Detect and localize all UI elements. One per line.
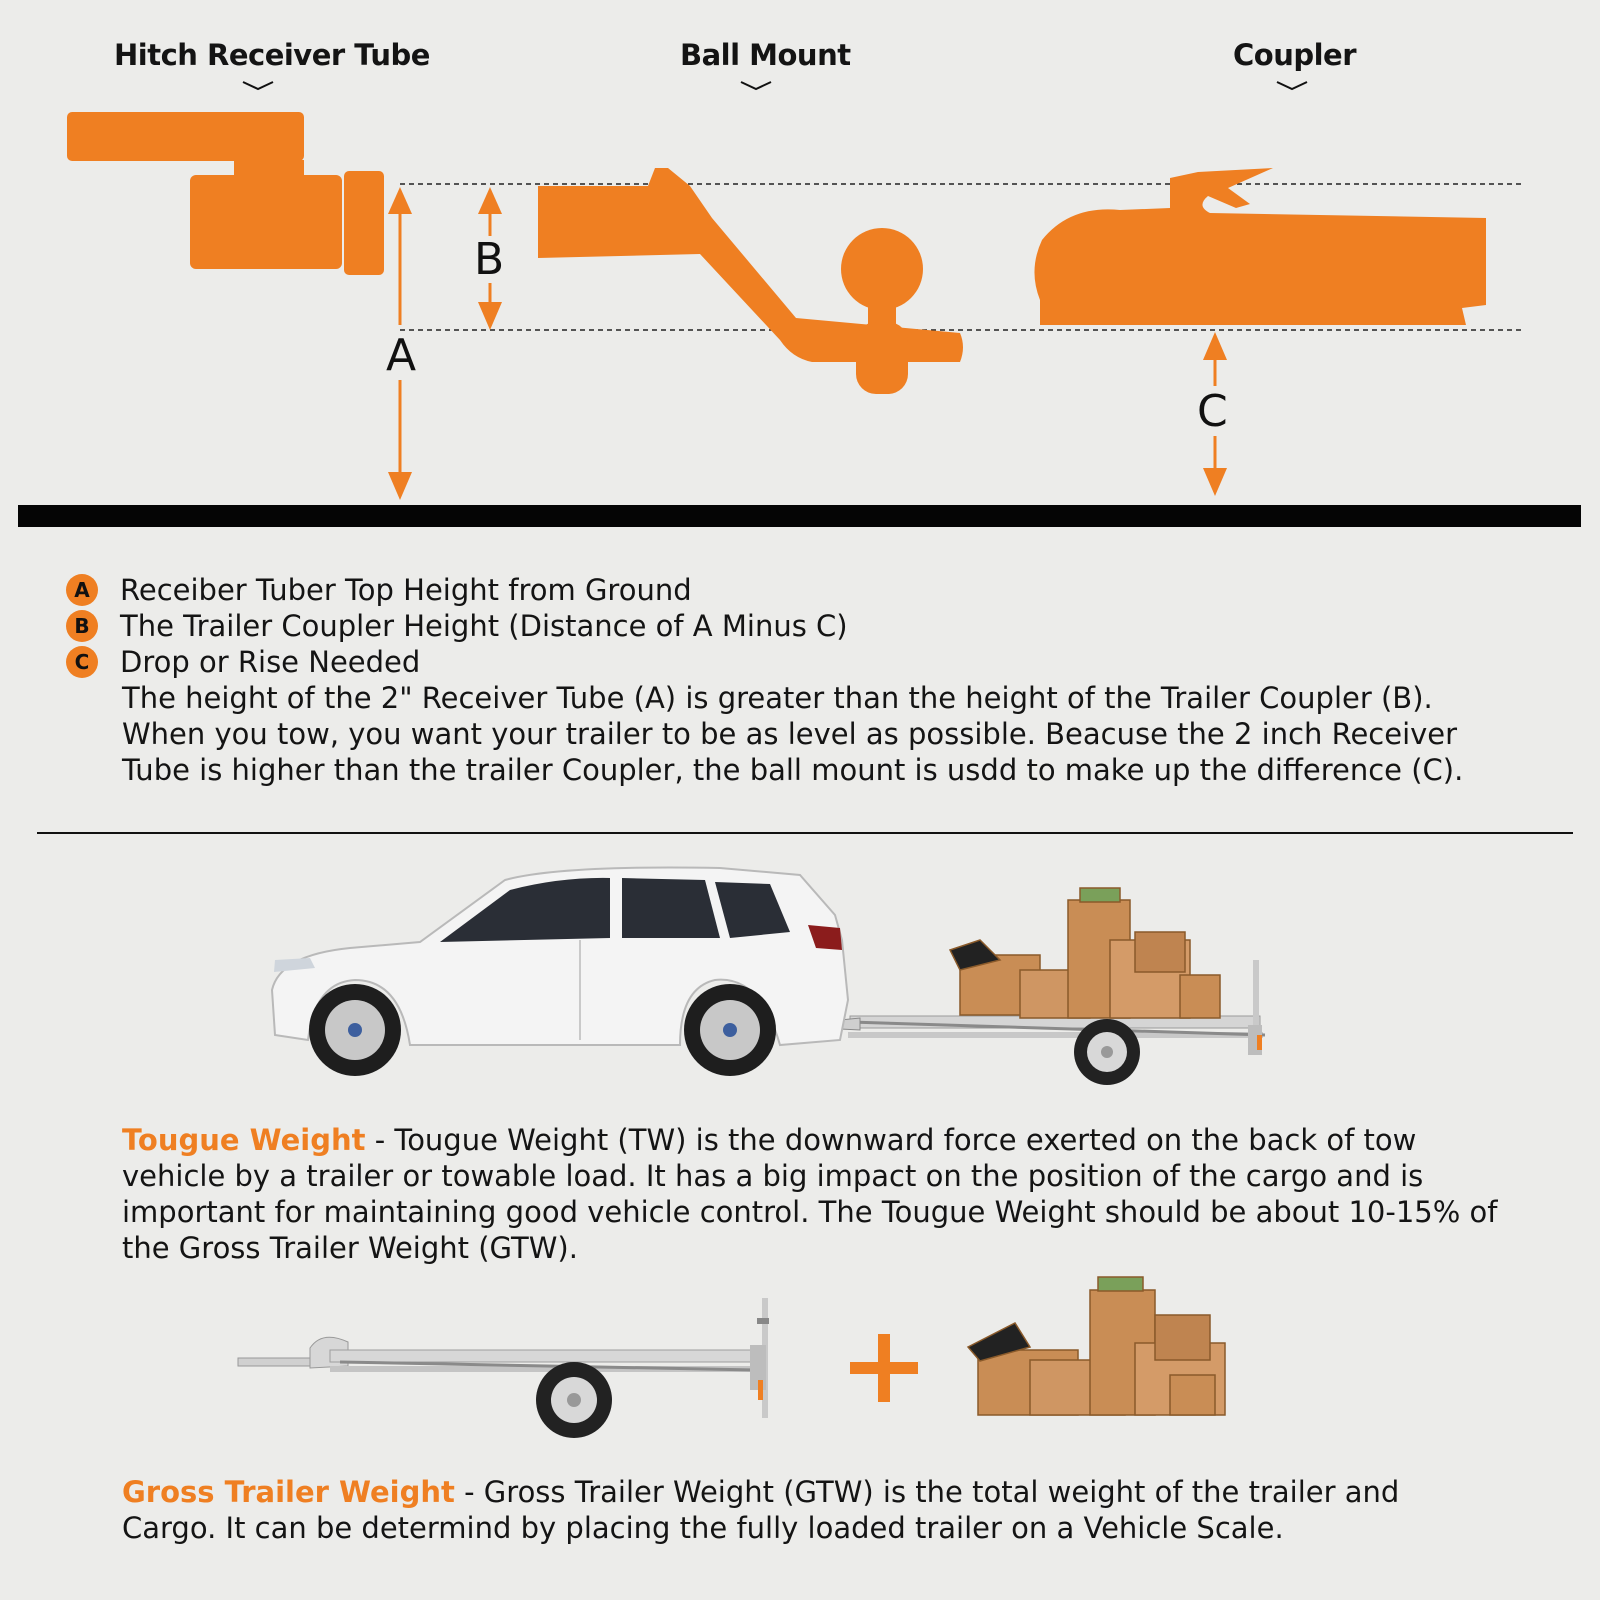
- dimension-c-letter: C: [1197, 386, 1228, 437]
- coupler-shape: [1034, 168, 1486, 325]
- white-suv-shape: [272, 868, 848, 1077]
- badge-b: B: [66, 610, 98, 642]
- badge-c: C: [66, 646, 98, 678]
- tongue-weight-description: [122, 1122, 1502, 1266]
- legend-item-b: [66, 608, 1526, 644]
- ground-line: [18, 505, 1581, 527]
- cargo-boxes-shape: [950, 888, 1220, 1018]
- legend-text-b: The Trailer Coupler Height (Distance of A Minus C): [120, 609, 848, 643]
- gross-trailer-weight-description: [122, 1474, 1502, 1546]
- hitch-diagram: [0, 0, 1600, 500]
- legend-paragraph: The height of the 2" Receiver Tube (A) is greater than the height of the Trailer Coupler (B). When you tow, you want your trailer to be as level as possible. Beacuse the 2 inch Receiver Tube is higher than the trailer Coupler, the ball mount is usdd to make up the difference (C).: [122, 681, 1464, 787]
- legend-text-a: Receiber Tuber Top Height from Ground: [120, 573, 692, 607]
- legend-item-a: [66, 572, 1526, 608]
- gross-trailer-weight-term: Gross Trailer Weight: [122, 1475, 455, 1509]
- empty-trailer-illustration: [230, 1290, 800, 1440]
- legend-text-c: Drop or Rise Needed: [120, 645, 421, 679]
- hitch-receiver-tube-shape: [67, 112, 384, 275]
- dimension-b-letter: B: [474, 234, 505, 285]
- cargo-boxes-illustration: [960, 1275, 1260, 1420]
- hitch-receiver-tube-label: Hitch Receiver Tube: [114, 38, 430, 72]
- ball-mount-shape: [538, 168, 963, 394]
- tongue-weight-term: Tougue Weight: [122, 1123, 366, 1157]
- ball-mount-label: Ball Mount: [680, 38, 851, 72]
- legend: [66, 572, 1526, 788]
- suv-towing-trailer-illustration: [260, 860, 1310, 1110]
- badge-a: A: [66, 574, 98, 606]
- plus-icon: [848, 1332, 920, 1404]
- gross-trailer-weight-text: - Gross Trailer Weight (GTW) is the total weight of the trailer and Cargo. It can be determind by placing the fully loaded trailer on a Vehicle Scale.: [122, 1475, 1400, 1545]
- dimension-a-letter: A: [386, 330, 417, 381]
- legend-item-c: [66, 644, 1526, 680]
- tongue-weight-text: - Tougue Weight (TW) is the downward force exerted on the back of tow vehicle by a trailer or towable load. It has a big impact on the position of the cargo and is important for maintaining good vehicle control. The Tougue Weight should be about 10-15% of the Gross Trailer Weight (GTW).: [122, 1123, 1498, 1265]
- section-divider: [37, 832, 1573, 834]
- coupler-label: Coupler: [1233, 38, 1357, 72]
